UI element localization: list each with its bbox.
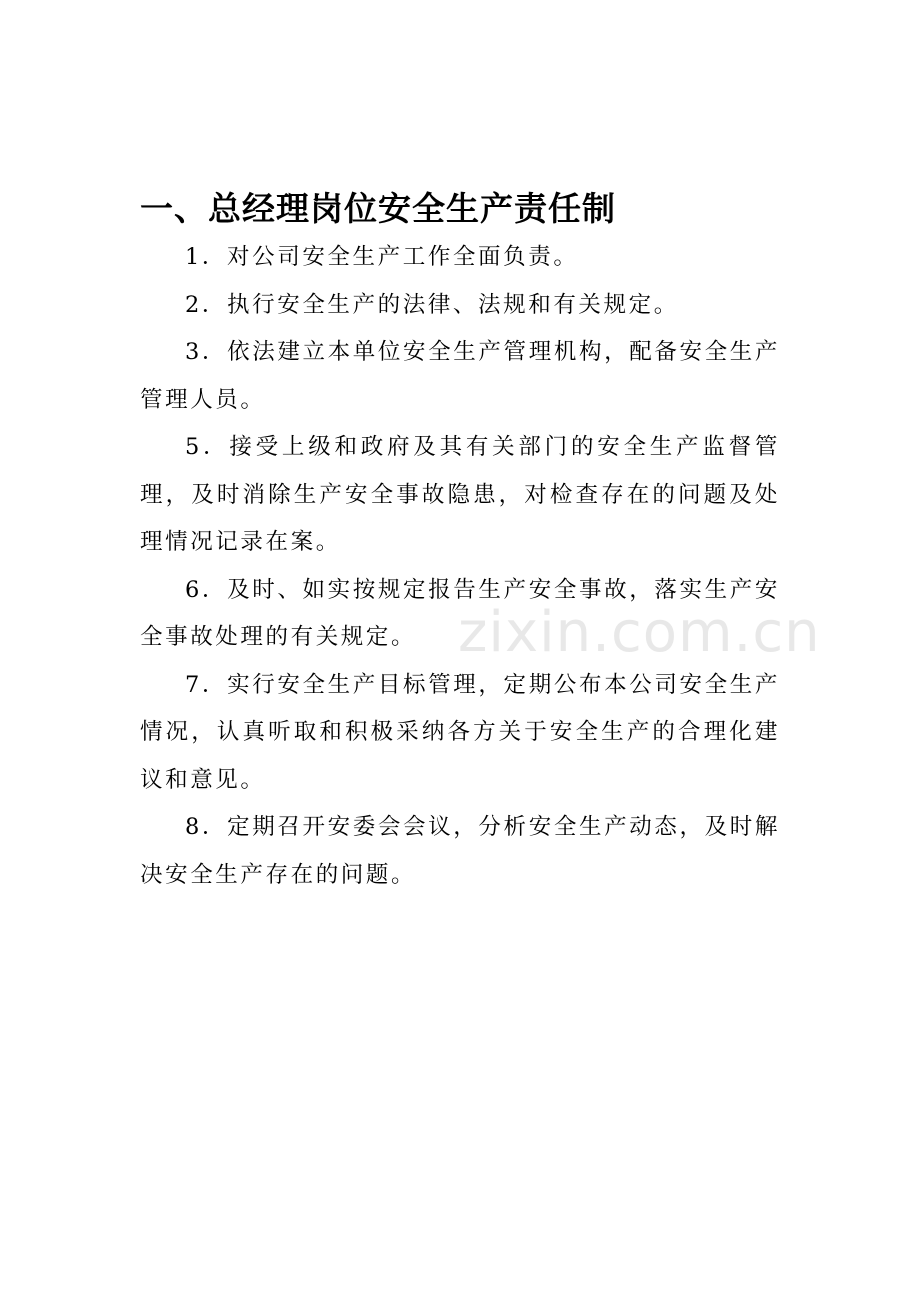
paragraph-item-7: 7．实行安全生产目标管理，定期公布本公司安全生产情况，认真听取和积极采纳各方关于安全生产的合理化建议和意见。	[140, 671, 780, 793]
document-body	[140, 234, 780, 899]
paragraph-item-2: 2．执行安全生产的法律、法规和有关规定。	[185, 291, 679, 318]
watermark: zixin.com.cn	[458, 600, 821, 665]
document-title: 一、总经理岗位安全生产责任制	[140, 189, 616, 228]
paragraph-item-6: 6．及时、如实按规定报告生产安全事故，落实生产安全事故处理的有关规定。	[140, 576, 780, 650]
paragraph-item-5: 5．接受上级和政府及其有关部门的安全生产监督管理，及时消除生产安全事故隐患，对检查存在的问题及处理情况记录在案。	[140, 434, 780, 555]
paragraph-item-8: 8．定期召开安委会会议，分析安全生产动态，及时解决安全生产存在的问题。	[140, 814, 780, 888]
paragraph-item-3: 3．依法建立本单位安全生产管理机构，配备安全生产管理人员。	[140, 339, 780, 413]
paragraph-item-1: 1．对公司安全生产工作全面负责。	[185, 244, 579, 270]
